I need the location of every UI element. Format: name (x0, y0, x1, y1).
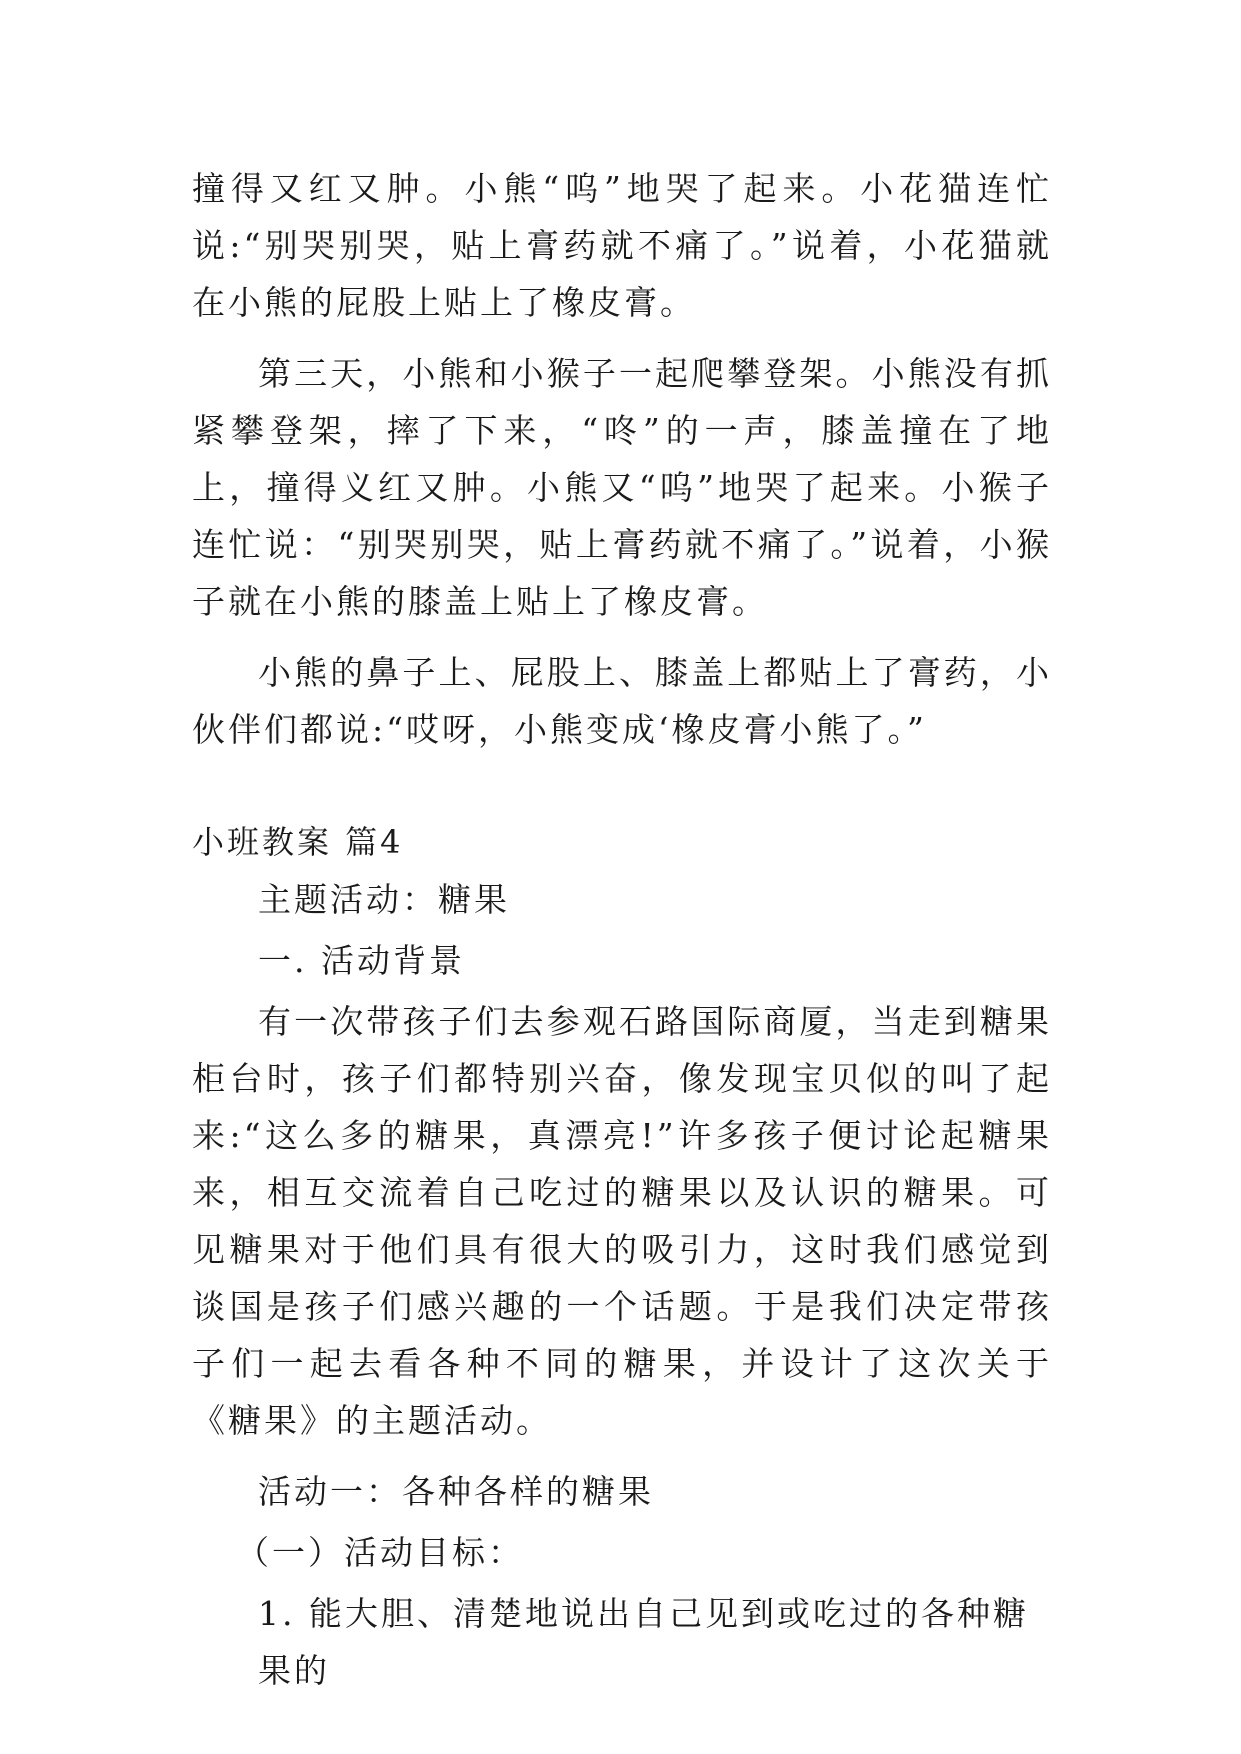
goals-heading: （一）活动目标： (236, 1533, 524, 1572)
story-paragraph-1: 撞得又红又肿。小熊“呜”地哭了起来。小花猫连忙说:“别哭别哭，贴上膏药就不痛了。”说着，小花猫就在小熊的屁股上贴上了橡皮膏。 (192, 169, 1052, 322)
background-heading: 一. 活动背景 (258, 941, 465, 980)
goal-item-1: 1. 能大胆、清楚地说出自己见到或吃过的各种糖果的 (258, 1594, 1029, 1690)
activity-one-title: 活动一：各种各样的糖果 (258, 1472, 654, 1511)
theme-line: 主题活动：糖果 (258, 880, 510, 919)
page-content (192, 160, 1052, 1703)
story-paragraph-2: 第三天，小熊和小猴子一起爬攀登架。小熊没有抓紧攀登架，摔了下来，“咚”的一声，膝盖撞在了地上，撞得义红又肿。小熊又“呜”地哭了起来。小猴子连忙说：“别哭别哭，贴上膏药就不痛了。”说着，小猴子就在小熊的膝盖上贴上了橡皮膏。 (192, 354, 1052, 621)
section-spacer (192, 758, 1052, 814)
background-paragraph: 有一次带孩子们去参观石路国际商厦，当走到糖果柜台时，孩子们都特别兴奋，像发现宝贝似的叫了起来:“这么多的糖果，真漂亮!”许多孩子便讨论起糖果来，相互交流着自己吃过的糖果以及认识的糖果。可见糖果对于他们具有很大的吸引力，这时我们感觉到谈国是孩子们感兴趣的一个话题。于是我们决定带孩子们一起去看各种不同的糖果，并设计了这次关于《糖果》的主题活动。 (192, 1002, 1052, 1440)
story-paragraph-3: 小熊的鼻子上、屁股上、膝盖上都贴上了膏药，小伙伴们都说:“哎呀，小熊变成‘橡皮膏小熊了。” (192, 653, 1052, 749)
section-title: 小班教案 篇4 (192, 823, 404, 861)
